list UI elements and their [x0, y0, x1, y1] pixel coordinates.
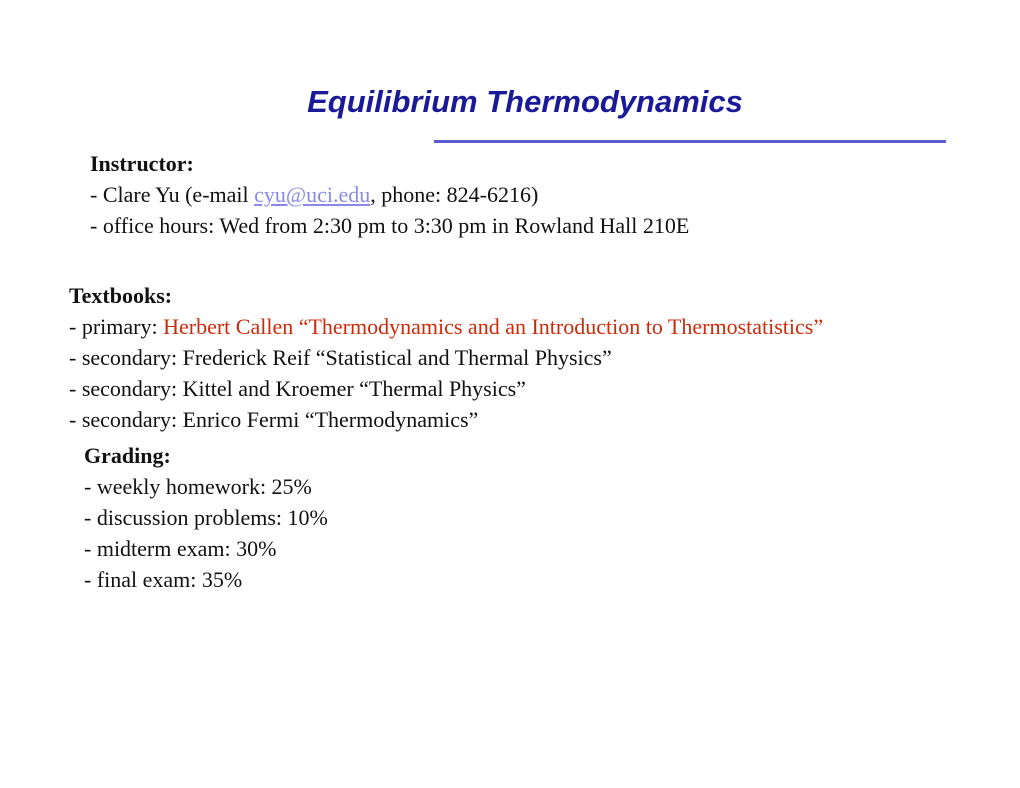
- textbook-primary: [69, 311, 823, 342]
- textbook-secondary-item: - secondary: Frederick Reif “Statistical and Thermal Physics”: [69, 345, 612, 370]
- textbook-secondary-item: - secondary: Kittel and Kroemer “Thermal Physics”: [69, 376, 526, 401]
- instructor-name-prefix: - Clare Yu (e-mail: [90, 182, 255, 207]
- grading-heading: Grading:: [84, 443, 171, 468]
- instructor-email-link[interactable]: cyu@uci.edu: [254, 182, 371, 207]
- instructor-section: [90, 148, 689, 241]
- grading-item: - midterm exam: 30%: [84, 536, 277, 561]
- instructor-contact: [90, 179, 689, 210]
- textbook-primary-title: Herbert Callen “Thermodynamics and an Introduction to Thermostatistics”: [163, 314, 824, 339]
- textbook-secondary-item: - secondary: Enrico Fermi “Thermodynamics”: [69, 407, 479, 432]
- instructor-heading: Instructor:: [90, 151, 194, 176]
- textbooks-section: [69, 280, 823, 435]
- grading-item: - discussion problems: 10%: [84, 505, 328, 530]
- slide-title: Equilibrium Thermodynamics: [307, 84, 743, 119]
- instructor-name-suffix: , phone: 824-6216): [370, 182, 539, 207]
- textbook-primary-prefix: - primary:: [69, 314, 164, 339]
- grading-item: - weekly homework: 25%: [84, 474, 312, 499]
- grading-section: [84, 440, 328, 595]
- office-hours: - office hours: Wed from 2:30 pm to 3:30 pm in Rowland Hall 210E: [90, 213, 690, 238]
- textbooks-heading: Textbooks:: [69, 283, 173, 308]
- title-underline: [434, 140, 946, 143]
- grading-item: - final exam: 35%: [84, 567, 243, 592]
